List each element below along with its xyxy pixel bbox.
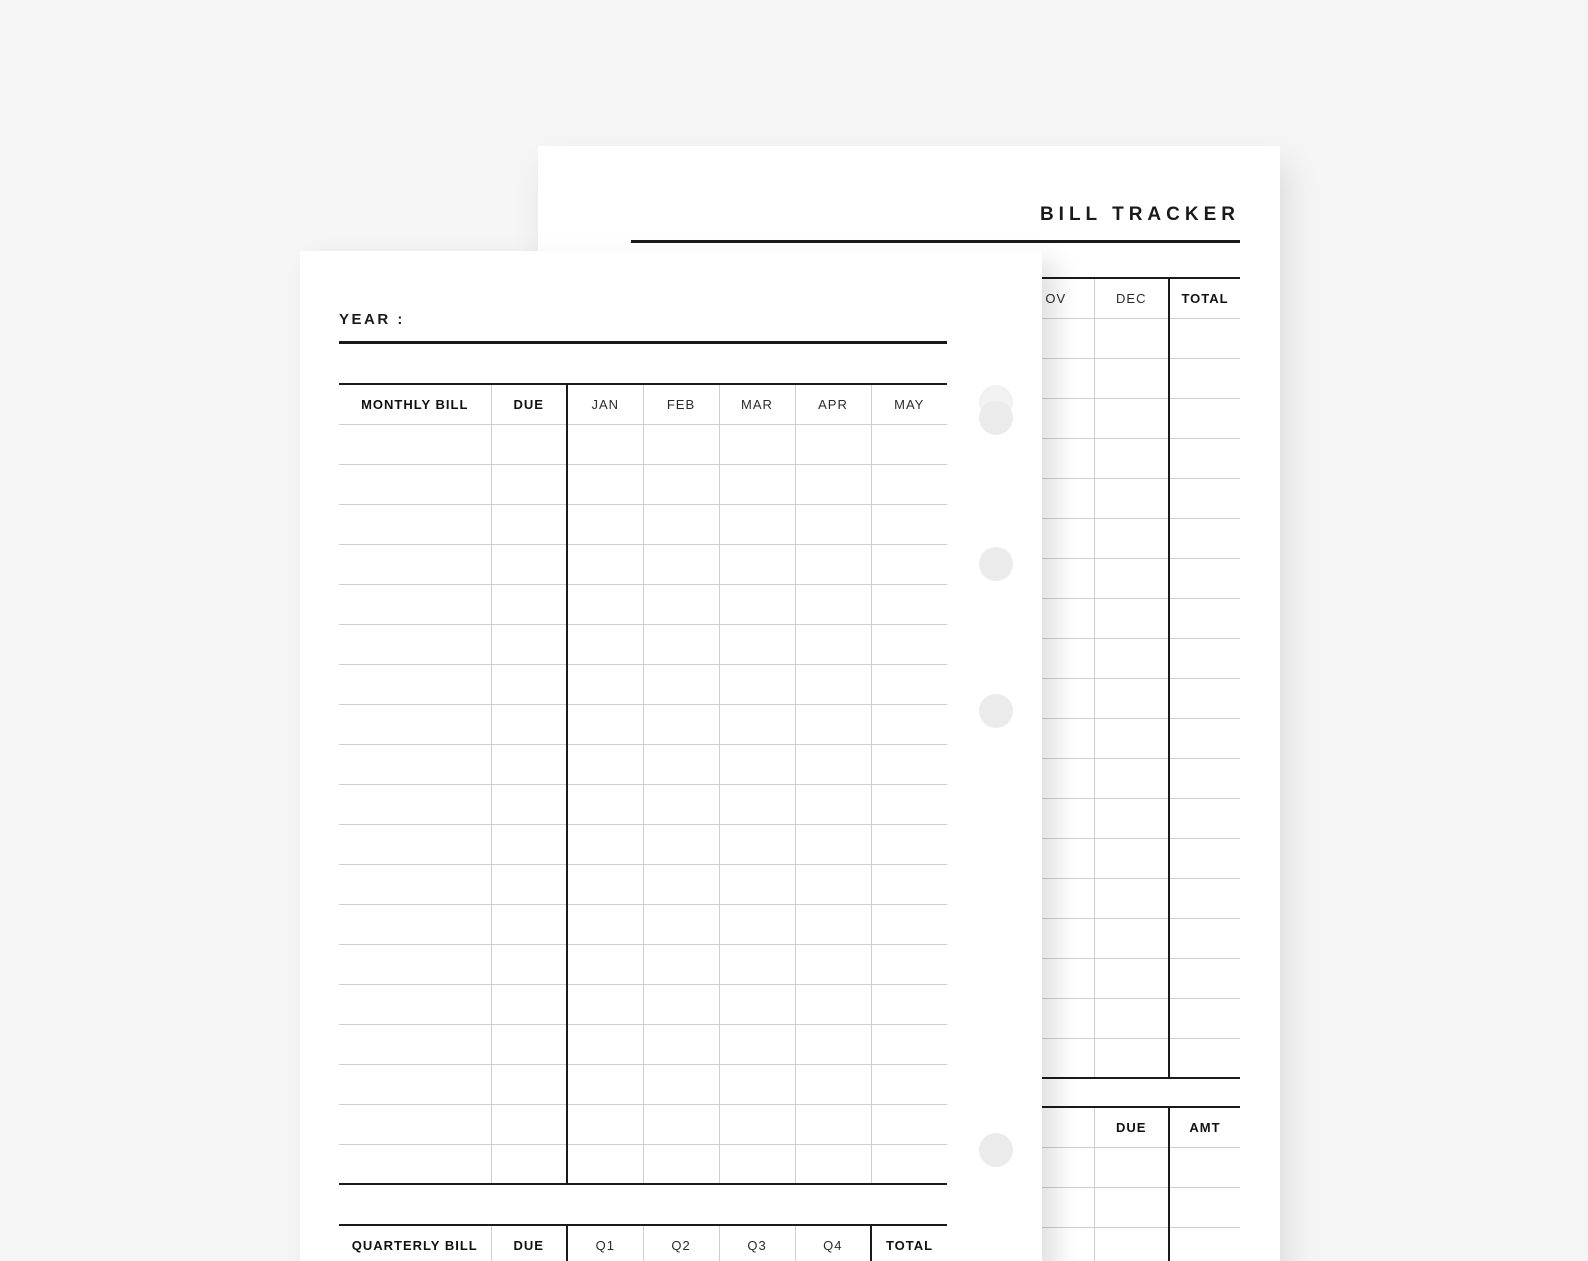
table-cell[interactable]: [795, 704, 871, 744]
table-cell[interactable]: [567, 664, 643, 704]
table-cell[interactable]: [491, 944, 567, 984]
column-header-dec: DEC: [1094, 278, 1169, 318]
table-cell[interactable]: [567, 864, 643, 904]
table-cell[interactable]: [491, 984, 567, 1024]
title-divider: [631, 240, 1240, 243]
table-row: [1018, 478, 1240, 518]
table-cell[interactable]: [1094, 758, 1169, 798]
table-cell[interactable]: [1094, 598, 1169, 638]
table-cell[interactable]: [1169, 838, 1240, 878]
table-cell[interactable]: [491, 744, 567, 784]
column-header-monthly-bill: MONTHLY BILL: [339, 384, 491, 424]
table-cell[interactable]: [795, 664, 871, 704]
column-header-due: DUE: [1094, 1107, 1169, 1147]
table-cell[interactable]: [339, 824, 491, 864]
table-cell[interactable]: [795, 1064, 871, 1104]
table-row: [1018, 1038, 1240, 1078]
table-cell[interactable]: [871, 544, 947, 584]
table-cell[interactable]: [1169, 958, 1240, 998]
table-cell[interactable]: [719, 824, 795, 864]
table-cell[interactable]: [491, 1144, 567, 1184]
year-field-line[interactable]: [339, 341, 947, 344]
column-header-quarterly-bill: QUARTERLY BILL: [339, 1225, 491, 1261]
table-row: [1018, 558, 1240, 598]
table-cell[interactable]: [795, 464, 871, 504]
table-cell[interactable]: [719, 904, 795, 944]
table-cell[interactable]: [1094, 678, 1169, 718]
table-cell[interactable]: [871, 984, 947, 1024]
table-cell[interactable]: [339, 664, 491, 704]
table-cell[interactable]: [339, 1064, 491, 1104]
table-cell[interactable]: [795, 984, 871, 1024]
table-cell[interactable]: [719, 864, 795, 904]
table-cell[interactable]: [719, 624, 795, 664]
table-row: [1018, 518, 1240, 558]
table-row: [1018, 638, 1240, 678]
table-cell[interactable]: [491, 784, 567, 824]
table-cell[interactable]: [567, 1064, 643, 1104]
table-cell[interactable]: [1094, 798, 1169, 838]
table-cell[interactable]: [871, 864, 947, 904]
table-cell[interactable]: [643, 824, 719, 864]
table-cell[interactable]: [567, 544, 643, 584]
table-cell[interactable]: [1169, 318, 1240, 358]
table-cell[interactable]: [567, 624, 643, 664]
table-cell[interactable]: [643, 944, 719, 984]
table-cell[interactable]: [1169, 1147, 1240, 1187]
table-cell[interactable]: [719, 464, 795, 504]
table-cell[interactable]: [567, 584, 643, 624]
table-row: [339, 744, 947, 784]
table-cell[interactable]: [643, 1104, 719, 1144]
table-row: [1018, 998, 1240, 1038]
table-cell[interactable]: [795, 744, 871, 784]
column-header-jan: JAN: [567, 384, 643, 424]
table-cell[interactable]: [339, 584, 491, 624]
table-cell[interactable]: [491, 584, 567, 624]
column-header-due: DUE: [491, 1225, 567, 1261]
table-cell[interactable]: [339, 944, 491, 984]
table-cell[interactable]: [1094, 1227, 1169, 1261]
table-cell[interactable]: [567, 504, 643, 544]
table-row: [1018, 678, 1240, 718]
table-row: [339, 1024, 947, 1064]
column-header-mar: MAR: [719, 384, 795, 424]
table-cell[interactable]: [643, 544, 719, 584]
table-cell[interactable]: [719, 1144, 795, 1184]
table-row: [1018, 438, 1240, 478]
table-cell[interactable]: [719, 584, 795, 624]
table-cell[interactable]: [871, 504, 947, 544]
table-row: [1018, 1187, 1240, 1227]
table-cell[interactable]: [491, 624, 567, 664]
table-cell[interactable]: [1169, 678, 1240, 718]
table-cell[interactable]: [339, 744, 491, 784]
table-row: [339, 904, 947, 944]
table-cell[interactable]: [339, 424, 491, 464]
table-cell[interactable]: [1169, 478, 1240, 518]
table-cell[interactable]: [567, 1024, 643, 1064]
table-row: [1018, 358, 1240, 398]
table-cell[interactable]: [339, 704, 491, 744]
table-cell[interactable]: [719, 784, 795, 824]
column-header-q4: Q4: [795, 1225, 871, 1261]
table-cell[interactable]: [1094, 998, 1169, 1038]
punch-hole: [979, 1133, 1013, 1167]
table-cell[interactable]: [871, 824, 947, 864]
table-cell[interactable]: [871, 1024, 947, 1064]
table-cell[interactable]: [1094, 1038, 1169, 1078]
table-cell[interactable]: [795, 1024, 871, 1064]
table-cell[interactable]: [871, 1064, 947, 1104]
column-header-q3: Q3: [719, 1225, 795, 1261]
table-cell[interactable]: [1169, 998, 1240, 1038]
punch-hole: [979, 547, 1013, 581]
table-cell[interactable]: [339, 864, 491, 904]
table-cell[interactable]: [567, 984, 643, 1024]
table-row: [1018, 598, 1240, 638]
table-row: [339, 664, 947, 704]
table-row: [339, 544, 947, 584]
table-cell[interactable]: [719, 984, 795, 1024]
table-row: [1018, 758, 1240, 798]
table-cell[interactable]: [719, 1064, 795, 1104]
table-row: [1018, 798, 1240, 838]
table-cell[interactable]: [1094, 478, 1169, 518]
table-cell[interactable]: [871, 704, 947, 744]
table-row: [339, 424, 947, 464]
table-cell[interactable]: [1094, 878, 1169, 918]
table-row: [339, 624, 947, 664]
table-cell[interactable]: [567, 824, 643, 864]
table-cell[interactable]: [871, 744, 947, 784]
table-cell[interactable]: [795, 1144, 871, 1184]
table-row: [339, 824, 947, 864]
table-cell[interactable]: [1169, 1038, 1240, 1078]
table-cell[interactable]: [1169, 438, 1240, 478]
table-cell[interactable]: [643, 1144, 719, 1184]
column-header-q1: Q1: [567, 1225, 643, 1261]
table-cell[interactable]: [871, 584, 947, 624]
table-row: [339, 704, 947, 744]
table-cell[interactable]: [1094, 1187, 1169, 1227]
table-cell[interactable]: [491, 504, 567, 544]
bill-tracker-front-page: [300, 251, 1042, 1261]
table-row: [1018, 878, 1240, 918]
table-row: [339, 944, 947, 984]
column-header-feb: FEB: [643, 384, 719, 424]
table-cell[interactable]: [1169, 398, 1240, 438]
table-row: [1018, 958, 1240, 998]
table-cell[interactable]: [1094, 1147, 1169, 1187]
table-cell[interactable]: [1094, 398, 1169, 438]
column-header-may: MAY: [871, 384, 947, 424]
punch-hole: [979, 401, 1013, 435]
table-cell[interactable]: [795, 624, 871, 664]
table-row: [1018, 1147, 1240, 1187]
table-cell[interactable]: [567, 904, 643, 944]
table-cell[interactable]: [643, 424, 719, 464]
table-cell[interactable]: [719, 1024, 795, 1064]
table-cell[interactable]: [643, 1064, 719, 1104]
table-cell[interactable]: [1169, 758, 1240, 798]
table-cell[interactable]: [1094, 958, 1169, 998]
table-cell[interactable]: [491, 1104, 567, 1144]
table-cell[interactable]: [871, 664, 947, 704]
table-cell[interactable]: [1169, 878, 1240, 918]
table-cell[interactable]: [719, 544, 795, 584]
table-row: [1018, 918, 1240, 958]
table-cell[interactable]: [339, 1144, 491, 1184]
table-cell[interactable]: [491, 664, 567, 704]
table-cell[interactable]: [643, 584, 719, 624]
table-cell[interactable]: [1094, 918, 1169, 958]
table-cell[interactable]: [795, 864, 871, 904]
table-cell[interactable]: [871, 424, 947, 464]
table-cell[interactable]: [643, 464, 719, 504]
table-cell[interactable]: [567, 744, 643, 784]
table-row: [339, 1064, 947, 1104]
table-cell[interactable]: [795, 824, 871, 864]
table-cell[interactable]: [1169, 638, 1240, 678]
table-cell[interactable]: [491, 424, 567, 464]
table-cell[interactable]: [1169, 558, 1240, 598]
table-cell[interactable]: [339, 1024, 491, 1064]
table-cell[interactable]: [339, 544, 491, 584]
table-row: [339, 784, 947, 824]
table-cell[interactable]: [643, 624, 719, 664]
column-header-apr: APR: [795, 384, 871, 424]
monthly-bill-table: [339, 383, 947, 1185]
column-header-total: TOTAL: [871, 1225, 947, 1261]
table-cell[interactable]: [643, 984, 719, 1024]
table-cell[interactable]: [1094, 718, 1169, 758]
table-row: [1018, 318, 1240, 358]
year-label: YEAR :: [339, 311, 405, 328]
table-cell[interactable]: [795, 584, 871, 624]
table-cell[interactable]: [643, 704, 719, 744]
column-header-due: DUE: [491, 384, 567, 424]
table-cell[interactable]: [795, 904, 871, 944]
table-cell[interactable]: [567, 784, 643, 824]
table-cell[interactable]: [1169, 1227, 1240, 1261]
table-cell[interactable]: [491, 464, 567, 504]
table-cell[interactable]: [871, 904, 947, 944]
table-cell[interactable]: [719, 664, 795, 704]
table-cell[interactable]: [567, 1144, 643, 1184]
table-cell[interactable]: [1169, 358, 1240, 398]
table-cell[interactable]: [643, 744, 719, 784]
table-cell[interactable]: [643, 784, 719, 824]
table-row: [339, 504, 947, 544]
table-cell[interactable]: [339, 504, 491, 544]
table-cell[interactable]: [1169, 1187, 1240, 1227]
table-cell[interactable]: [491, 704, 567, 744]
table-cell[interactable]: [1094, 438, 1169, 478]
table-cell[interactable]: [339, 784, 491, 824]
table-cell[interactable]: [719, 744, 795, 784]
table-row: [339, 464, 947, 504]
table-row: [1018, 838, 1240, 878]
table-row: [339, 1104, 947, 1144]
table-cell[interactable]: [643, 1024, 719, 1064]
column-header-total: TOTAL: [1169, 278, 1240, 318]
table-cell[interactable]: [491, 864, 567, 904]
column-header-nov: OV: [1018, 278, 1094, 318]
punch-hole: [979, 694, 1013, 728]
table-cell[interactable]: [795, 544, 871, 584]
table-cell[interactable]: [567, 1104, 643, 1144]
table-cell[interactable]: [719, 504, 795, 544]
table-cell[interactable]: [339, 464, 491, 504]
table-row: [1018, 718, 1240, 758]
table-cell[interactable]: [871, 1104, 947, 1144]
table-cell[interactable]: [719, 1104, 795, 1144]
table-cell[interactable]: [871, 624, 947, 664]
table-cell[interactable]: [339, 904, 491, 944]
back-quarterly-table: [1018, 1106, 1240, 1261]
table-cell[interactable]: [795, 784, 871, 824]
table-cell[interactable]: [1169, 718, 1240, 758]
table-cell[interactable]: [643, 664, 719, 704]
table-cell[interactable]: [795, 944, 871, 984]
table-cell[interactable]: [567, 464, 643, 504]
table-cell[interactable]: [567, 944, 643, 984]
table-row: [339, 584, 947, 624]
page-title: BILL TRACKER: [1039, 204, 1240, 225]
table-cell[interactable]: [719, 704, 795, 744]
table-cell[interactable]: [1094, 518, 1169, 558]
table-cell[interactable]: [491, 1064, 567, 1104]
table-cell[interactable]: [719, 424, 795, 464]
column-header-amt: AMT: [1169, 1107, 1240, 1147]
table-row: [339, 864, 947, 904]
table-cell[interactable]: [1094, 358, 1169, 398]
table-cell[interactable]: [1169, 918, 1240, 958]
table-cell[interactable]: [643, 504, 719, 544]
column-header-q2: Q2: [643, 1225, 719, 1261]
table-cell[interactable]: [871, 944, 947, 984]
table-row: [1018, 1227, 1240, 1261]
table-cell[interactable]: [643, 864, 719, 904]
table-row: [1018, 398, 1240, 438]
table-cell[interactable]: [491, 904, 567, 944]
table-cell[interactable]: [567, 424, 643, 464]
back-monthly-table: [1018, 277, 1240, 1079]
table-cell[interactable]: [795, 504, 871, 544]
table-cell[interactable]: [491, 544, 567, 584]
table-cell[interactable]: [1094, 638, 1169, 678]
table-cell[interactable]: [1094, 558, 1169, 598]
table-cell[interactable]: [1094, 838, 1169, 878]
table-cell[interactable]: [795, 1104, 871, 1144]
table-cell[interactable]: [1169, 598, 1240, 638]
table-cell[interactable]: [643, 904, 719, 944]
table-row: [339, 1144, 947, 1184]
table-cell[interactable]: [1169, 798, 1240, 838]
table-cell[interactable]: [1169, 518, 1240, 558]
table-cell[interactable]: [871, 464, 947, 504]
table-cell[interactable]: [1094, 318, 1169, 358]
table-cell[interactable]: [491, 1024, 567, 1064]
table-cell[interactable]: [339, 624, 491, 664]
table-cell[interactable]: [871, 1144, 947, 1184]
table-cell[interactable]: [339, 984, 491, 1024]
table-row: [339, 984, 947, 1024]
table-cell[interactable]: [719, 944, 795, 984]
table-cell[interactable]: [567, 704, 643, 744]
table-cell[interactable]: [339, 1104, 491, 1144]
table-cell[interactable]: [795, 424, 871, 464]
table-cell[interactable]: [491, 824, 567, 864]
quarterly-bill-table: [339, 1224, 947, 1261]
table-cell[interactable]: [871, 784, 947, 824]
